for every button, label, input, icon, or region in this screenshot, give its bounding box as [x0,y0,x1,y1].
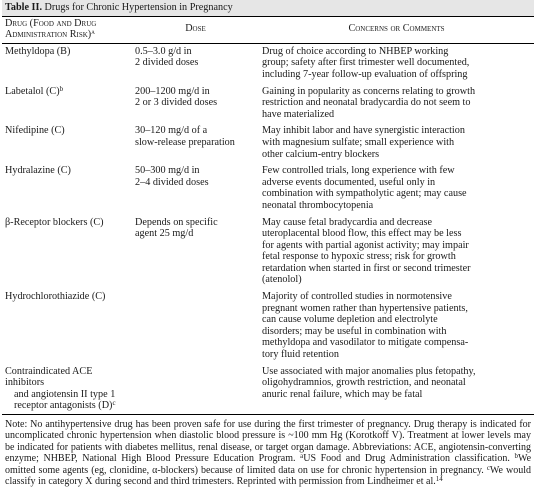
concerns-line: neonatal thrombocytopenia [262,199,374,211]
dose-cell [132,43,259,83]
drug-line: receptor antagonists (D) [14,400,113,412]
concerns-line: Few controlled trials, long experience with few [262,165,455,177]
header-concerns: Concerns or Comments [259,17,534,44]
table-row [2,364,534,415]
dose-cell [132,215,259,290]
footnote-a: US Food and Drug Administration classification. [303,453,510,465]
dose-line: 2 or 3 divided doses [135,97,218,109]
drug-cell [2,163,132,214]
dose-cell [132,289,259,364]
drug-line: Nifedipine (C) [5,125,65,137]
dose-cell [132,364,259,415]
drug-cell [2,43,132,83]
drug-line: β-Receptor blockers (C) [5,216,104,228]
concerns-cell [259,43,534,83]
concerns-line: May cause fetal bradycardia and decrease [262,216,432,228]
footnote-c: We would classify in category X during second and third trimesters. Reprinted with permission from Lindheimer et al. [5,464,531,487]
dose-cell [132,84,259,124]
table-row [2,163,534,214]
drug-line: Methyldopa (B) [5,45,71,57]
concerns-line: tory fluid retention [262,349,339,361]
footnote-mark: c [486,463,490,472]
table-number: Table II. [5,2,42,13]
dose-line: 2–4 divided doses [135,176,209,188]
dose-cell [132,163,259,214]
concerns-line: Drug of choice according to NHBEP working [262,45,449,57]
concerns-line: methyldopa and vasodilator to mitigate compensa- [262,337,469,349]
concerns-line: Gaining in popularity as concerns relating to growth [262,85,476,97]
concerns-line: combination with sympatholytic agent; may cause [262,188,467,200]
dose-line: 30–120 mg/d of a [135,125,208,137]
concerns-line: have materialized [262,108,335,120]
footnote-mark: b [514,452,518,461]
table-notes [2,415,534,487]
concerns-line: pregnant women rather than hypertensive patients, [262,302,468,314]
concerns-line: (atenolol) [262,274,302,286]
concerns-line: disorders; may be useful in combination with [262,325,447,337]
drug-line: Labetalol (C) [5,85,60,97]
drug-cell [2,364,132,415]
reference-mark: 14 [435,475,443,484]
concerns-line: fetal response to hypoxic stress; risk for growth [262,251,456,263]
drug-cell [2,123,132,163]
concerns-line: oligohydramnios, growth restriction, and neonatal [262,377,466,389]
dose-line: 50–300 mg/d in [135,165,200,177]
concerns-line: retardation when started in first or second trimester [262,262,471,274]
table-row [2,289,534,364]
header-drug: Drug (Food and Drug Administration Risk)$^a$ [2,17,132,44]
note-text: Note: No antihypertensive drug has been proven safe for use during the first trimester of pregnancy. Drug therapy is indicated for uncomplicated chronic hypertension when diastolic blood pressure is ~100 mm Hg (Korotkoff V). Treatment at lower levels may be indicated for patients with diabetes mellitus, renal disease, or target organ damage. Abbreviations: ACE, angiotensin-converting enzyme; NHBEP, National High Blood Pressure Education Program. [5,419,531,465]
concerns-cell [259,289,534,364]
drug-cell [2,289,132,364]
concerns-line: May inhibit labor and have synergistic interaction [262,125,465,137]
concerns-line: including 7-year follow-up evaluation of offspring [262,68,468,80]
footnote-mark: a [300,452,304,461]
concerns-line: anuric renal failure, which may be fatal [262,388,423,400]
footnote-mark: c [112,399,116,408]
table-row [2,215,534,290]
concerns-line: Use associated with major anomalies plus fetopathy, [262,365,476,377]
concerns-line: for agents with partial agonist activity; may impair [262,239,469,251]
concerns-line: Majority of controlled studies in normotensive [262,291,452,303]
dose-line: Depends on specific [135,216,218,228]
dose-line: slow-release preparation [135,136,235,148]
dose-line: 200–1200 mg/d in [135,85,210,97]
concerns-line: adverse events documented, useful only in [262,176,436,188]
concerns-cell [259,163,534,214]
concerns-line: restriction and neonatal bradycardia do not seem to [262,97,471,109]
dose-line: agent 25 mg/d [135,228,194,240]
concerns-line: other calcium-entry blockers [262,148,380,160]
concerns-cell [259,364,534,415]
table-caption [2,0,534,17]
footnote-b: We omitted some agents (eg, clonidine, α-blockers) because of limited data on use for chronic hypertension in pregnancy. [5,453,532,476]
table-row [2,43,534,83]
drug-line: Hydralazine (C) [5,165,71,177]
concerns-cell [259,215,534,290]
dose-line: 0.5–3.0 g/d in [135,45,192,57]
footnote-mark: a [91,28,95,37]
table-row [2,84,534,124]
table-row [2,123,534,163]
concerns-cell [259,84,534,124]
drug-line: Contraindicated ACE inhibitors [5,365,93,389]
footnote-mark: b [59,84,64,93]
header-row [2,17,534,44]
header-dose: Dose [132,17,259,44]
drug-line: Hydrochlorothiazide (C) [5,291,106,303]
drug-cell [2,215,132,290]
dose-cell [132,123,259,163]
drug-cell [2,84,132,124]
concerns-line: with magnesium sulfate; small experience with [262,136,455,148]
drug-table [2,17,534,415]
concerns-line: uteroplacental blood flow, this effect may be less [262,228,462,240]
concerns-line: can cause volume depletion and electrolyte [262,314,438,326]
dose-line: 2 divided doses [135,57,199,69]
concerns-line: group; safety after first trimester well documented, [262,57,470,69]
concerns-cell [259,123,534,163]
table-title: Drugs for Chronic Hypertension in Pregnancy [44,2,233,13]
drug-line: and angiotensin II type 1 [14,388,116,400]
